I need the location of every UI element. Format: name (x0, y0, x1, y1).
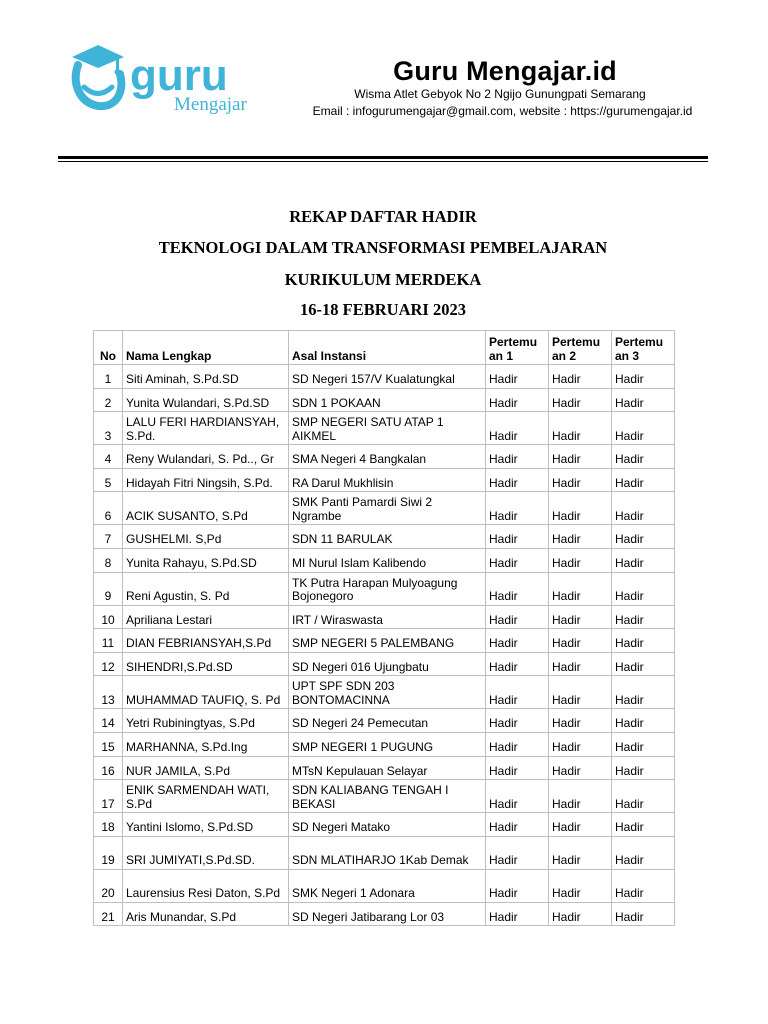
cell-name: Laurensius Resi Daton, S.Pd (123, 869, 289, 902)
cell-school: MI Nurul Islam Kalibendo (289, 548, 486, 572)
cell-meeting-3: Hadir (612, 902, 675, 926)
cell-meeting-3: Hadir (612, 869, 675, 902)
cell-meeting-3: Hadir (612, 468, 675, 492)
org-name: Guru Mengajar.id (393, 56, 617, 86)
cell-meeting-2: Hadir (549, 548, 612, 572)
header-divider-thin (58, 161, 708, 162)
cell-name: Yantini Islomo, S.Pd.SD (123, 813, 289, 837)
cell-meeting-2: Hadir (549, 445, 612, 469)
cell-meeting-1: Hadir (486, 572, 549, 605)
cell-meeting-2: Hadir (549, 629, 612, 653)
org-address: Wisma Atlet Gebyok No 2 Ngijo Gunungpati Semarang (354, 87, 646, 101)
cell-no: 5 (94, 468, 123, 492)
table-row (94, 388, 675, 412)
cell-meeting-3: Hadir (612, 836, 675, 869)
table-row (94, 365, 675, 389)
cell-no: 9 (94, 572, 123, 605)
cell-no: 15 (94, 732, 123, 756)
cell-no: 11 (94, 629, 123, 653)
table-row (94, 869, 675, 902)
cell-name: MARHANNA, S.Pd.Ing (123, 732, 289, 756)
cell-meeting-3: Hadir (612, 605, 675, 629)
table-row (94, 902, 675, 926)
cell-meeting-2: Hadir (549, 605, 612, 629)
cell-meeting-3: Hadir (612, 780, 675, 813)
cell-no: 21 (94, 902, 123, 926)
cell-no: 6 (94, 492, 123, 525)
cell-meeting-3: Hadir (612, 388, 675, 412)
cell-no: 16 (94, 756, 123, 780)
cell-no: 8 (94, 548, 123, 572)
cell-meeting-1: Hadir (486, 492, 549, 525)
table-row (94, 652, 675, 676)
cell-school: SMK Panti Pamardi Siwi 2 Ngrambe (289, 492, 486, 525)
cell-meeting-2: Hadir (549, 813, 612, 837)
svg-text:guru: guru (130, 51, 228, 100)
cell-name: Yunita Rahayu, S.Pd.SD (123, 548, 289, 572)
cell-school: SMP NEGERI 5 PALEMBANG (289, 629, 486, 653)
cell-meeting-2: Hadir (549, 836, 612, 869)
cell-meeting-1: Hadir (486, 813, 549, 837)
cell-meeting-1: Hadir (486, 605, 549, 629)
table-row (94, 756, 675, 780)
cell-meeting-2: Hadir (549, 652, 612, 676)
cell-meeting-3: Hadir (612, 548, 675, 572)
cell-school: SD Negeri 24 Pemecutan (289, 709, 486, 733)
cell-name: NUR JAMILA, S.Pd (123, 756, 289, 780)
cell-no: 4 (94, 445, 123, 469)
document-date: 16-18 FEBRUARI 2023 (300, 300, 466, 319)
table-row (94, 780, 675, 813)
cell-name: ENIK SARMENDAH WATI, S.Pd (123, 780, 289, 813)
cell-meeting-3: Hadir (612, 676, 675, 709)
cell-meeting-1: Hadir (486, 629, 549, 653)
table-row (94, 676, 675, 709)
cell-school: SD Negeri 016 Ujungbatu (289, 652, 486, 676)
graduation-cap-icon (72, 45, 124, 106)
cell-school: SMA Negeri 4 Bangkalan (289, 445, 486, 469)
table-row (94, 445, 675, 469)
cell-name: Reny Wulandari, S. Pd.., Gr (123, 445, 289, 469)
cell-no: 17 (94, 780, 123, 813)
svg-text:Mengajar: Mengajar (174, 94, 247, 115)
table-row (94, 629, 675, 653)
cell-name: GUSHELMI. S,Pd (123, 525, 289, 549)
cell-school: SD Negeri Matako (289, 813, 486, 837)
cell-school: SDN 11 BARULAK (289, 525, 486, 549)
cell-name: Yunita Wulandari, S.Pd.SD (123, 388, 289, 412)
cell-school: SMP NEGERI SATU ATAP 1 AIKMEL (289, 412, 486, 445)
cell-no: 13 (94, 676, 123, 709)
cell-school: SD Negeri 157/V Kualatungkal (289, 365, 486, 389)
header-meeting-3: Pertemu an 3 (612, 331, 675, 365)
document-subtitle-2: KURIKULUM MERDEKA (284, 270, 482, 289)
table-row (94, 492, 675, 525)
cell-meeting-1: Hadir (486, 652, 549, 676)
cell-meeting-1: Hadir (486, 902, 549, 926)
cell-meeting-2: Hadir (549, 412, 612, 445)
attendance-table (93, 330, 675, 926)
table-row (94, 468, 675, 492)
table-row (94, 836, 675, 869)
table-row (94, 412, 675, 445)
cell-meeting-1: Hadir (486, 412, 549, 445)
cell-meeting-3: Hadir (612, 365, 675, 389)
table-row (94, 732, 675, 756)
cell-no: 19 (94, 836, 123, 869)
table-row (94, 525, 675, 549)
header-no: No (94, 331, 123, 365)
header-divider (58, 156, 708, 159)
cell-name: MUHAMMAD TAUFIQ, S. Pd (123, 676, 289, 709)
cell-meeting-2: Hadir (549, 902, 612, 926)
cell-name: DIAN FEBRIANSYAH,S.Pd (123, 629, 289, 653)
cell-name: SRI JUMIYATI,S.Pd.SD. (123, 836, 289, 869)
cell-name: Yetri Rubiningtyas, S.Pd (123, 709, 289, 733)
header-name: Nama Lengkap (123, 331, 289, 365)
cell-no: 12 (94, 652, 123, 676)
cell-meeting-2: Hadir (549, 756, 612, 780)
cell-meeting-1: Hadir (486, 780, 549, 813)
table-row (94, 605, 675, 629)
cell-name: LALU FERI HARDIANSYAH, S.Pd. (123, 412, 289, 445)
table-row (94, 548, 675, 572)
cell-meeting-3: Hadir (612, 652, 675, 676)
cell-meeting-3: Hadir (612, 412, 675, 445)
cell-meeting-1: Hadir (486, 676, 549, 709)
guru-mengajar-logo (70, 40, 270, 120)
cell-meeting-2: Hadir (549, 365, 612, 389)
cell-meeting-1: Hadir (486, 732, 549, 756)
cell-meeting-3: Hadir (612, 732, 675, 756)
cell-school: SDN KALIABANG TENGAH I BEKASI (289, 780, 486, 813)
cell-meeting-3: Hadir (612, 572, 675, 605)
cell-school: SMP NEGERI 1 PUGUNG (289, 732, 486, 756)
cell-school: UPT SPF SDN 203 BONTOMACINNA (289, 676, 486, 709)
cell-meeting-2: Hadir (549, 492, 612, 525)
cell-meeting-2: Hadir (549, 468, 612, 492)
cell-no: 7 (94, 525, 123, 549)
cell-no: 3 (94, 412, 123, 445)
cell-school: TK Putra Harapan Mulyoagung Bojonegoro (289, 572, 486, 605)
cell-meeting-2: Hadir (549, 676, 612, 709)
cell-meeting-2: Hadir (549, 780, 612, 813)
cell-school: SMK Negeri 1 Adonara (289, 869, 486, 902)
document-title: REKAP DAFTAR HADIR (289, 207, 477, 226)
cell-meeting-3: Hadir (612, 813, 675, 837)
cell-meeting-2: Hadir (549, 709, 612, 733)
cell-name: Apriliana Lestari (123, 605, 289, 629)
cell-no: 2 (94, 388, 123, 412)
cell-meeting-1: Hadir (486, 525, 549, 549)
cell-name: Reni Agustin, S. Pd (123, 572, 289, 605)
cell-meeting-1: Hadir (486, 468, 549, 492)
cell-name: ACIK SUSANTO, S.Pd (123, 492, 289, 525)
cell-school: SD Negeri Jatibarang Lor 03 (289, 902, 486, 926)
document-subtitle: TEKNOLOGI DALAM TRANSFORMASI PEMBELAJARAN (158, 238, 608, 257)
cell-no: 14 (94, 709, 123, 733)
table-row (94, 813, 675, 837)
org-contact: Email : infogurumengajar@gmail.com, website : https://gurumengajar.id (312, 104, 693, 118)
cell-name: Siti Aminah, S.Pd.SD (123, 365, 289, 389)
cell-meeting-3: Hadir (612, 445, 675, 469)
cell-meeting-1: Hadir (486, 756, 549, 780)
cell-school: IRT / Wiraswasta (289, 605, 486, 629)
table-header-row (94, 331, 675, 365)
cell-name: Hidayah Fitri Ningsih, S.Pd. (123, 468, 289, 492)
cell-meeting-1: Hadir (486, 709, 549, 733)
cell-meeting-3: Hadir (612, 492, 675, 525)
cell-no: 18 (94, 813, 123, 837)
cell-name: Aris Munandar, S.Pd (123, 902, 289, 926)
cell-school: SDN MLATIHARJO 1Kab Demak (289, 836, 486, 869)
cell-meeting-2: Hadir (549, 388, 612, 412)
cell-meeting-1: Hadir (486, 388, 549, 412)
cell-meeting-1: Hadir (486, 445, 549, 469)
cell-school: RA Darul Mukhlisin (289, 468, 486, 492)
table-row (94, 709, 675, 733)
cell-name: SIHENDRI,S.Pd.SD (123, 652, 289, 676)
cell-meeting-1: Hadir (486, 548, 549, 572)
cell-meeting-2: Hadir (549, 732, 612, 756)
cell-meeting-3: Hadir (612, 525, 675, 549)
cell-meeting-3: Hadir (612, 629, 675, 653)
header-meeting-1: Pertemu an 1 (486, 331, 549, 365)
cell-meeting-3: Hadir (612, 756, 675, 780)
cell-school: SDN 1 POKAAN (289, 388, 486, 412)
cell-meeting-2: Hadir (549, 525, 612, 549)
cell-no: 1 (94, 365, 123, 389)
header-school: Asal Instansi (289, 331, 486, 365)
table-row (94, 572, 675, 605)
header-meeting-2: Pertemu an 2 (549, 331, 612, 365)
cell-no: 20 (94, 869, 123, 902)
cell-meeting-1: Hadir (486, 869, 549, 902)
cell-meeting-2: Hadir (549, 869, 612, 902)
cell-no: 10 (94, 605, 123, 629)
cell-meeting-2: Hadir (549, 572, 612, 605)
cell-meeting-3: Hadir (612, 709, 675, 733)
cell-meeting-1: Hadir (486, 836, 549, 869)
cell-meeting-1: Hadir (486, 365, 549, 389)
cell-school: MTsN Kepulauan Selayar (289, 756, 486, 780)
